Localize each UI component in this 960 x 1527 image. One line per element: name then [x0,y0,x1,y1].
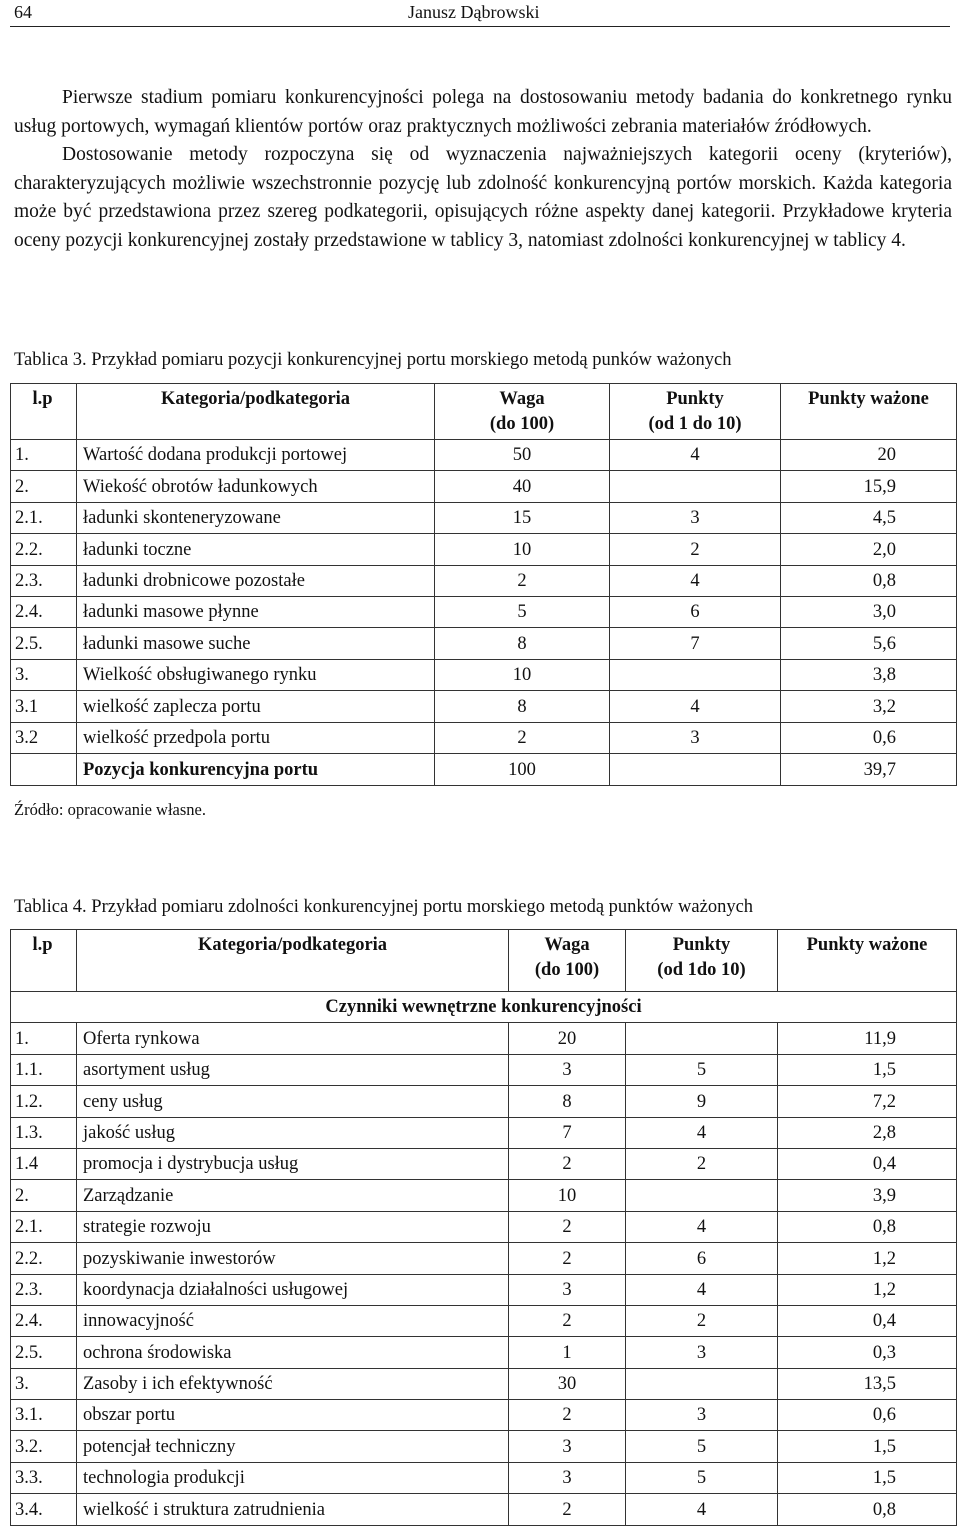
row-lp: 2.2. [11,1243,77,1274]
row-points: 3 [610,722,781,753]
row-category: promocja i dystrybucja usług [77,1148,509,1179]
row-lp: 2. [11,1180,77,1211]
table-row [11,440,957,471]
total-row [11,753,957,785]
row-lp: 2.2. [11,534,77,565]
row-points: 5 [626,1431,778,1462]
table-row [11,1274,957,1305]
row-lp: 3.1. [11,1400,77,1431]
row-points [626,1023,778,1054]
row-points: 4 [610,565,781,596]
row-weight: 2 [435,722,610,753]
table-row [11,628,957,659]
row-lp [11,753,77,785]
table-row [11,565,957,596]
total-points [610,753,781,785]
section-title: Czynniki wewnętrzne konkurencyjności [11,992,957,1023]
row-weighted-points: 20 [781,440,957,471]
row-points: 5 [626,1054,778,1085]
row-points [610,659,781,690]
table-row [11,1400,957,1431]
table-row [11,659,957,690]
row-weighted-points: 3,8 [781,659,957,690]
row-category: potencjał techniczny [77,1431,509,1462]
row-weight: 1 [509,1337,626,1368]
row-weighted-points: 0,8 [778,1494,957,1525]
row-weight: 3 [509,1462,626,1493]
row-weighted-points: 15,9 [781,471,957,502]
row-points [626,1368,778,1399]
row-weight: 2 [509,1494,626,1525]
row-points: 7 [610,628,781,659]
row-weighted-points: 0,8 [781,565,957,596]
row-lp: 2.4. [11,596,77,627]
table-row [11,1462,957,1493]
row-weight: 10 [435,534,610,565]
table-row [11,1211,957,1242]
table4 [10,929,957,1526]
header-category: Kategoria/podkategoria [77,930,509,992]
row-lp: 1.2. [11,1086,77,1117]
row-weighted-points: 0,3 [778,1337,957,1368]
row-weighted-points: 5,6 [781,628,957,659]
row-points: 5 [626,1462,778,1493]
row-category: Wartość dodana produkcji portowej [77,440,435,471]
row-weighted-points: 0,6 [781,722,957,753]
row-weighted-points: 13,5 [778,1368,957,1399]
row-weighted-points: 0,8 [778,1211,957,1242]
row-category: Zarządzanie [77,1180,509,1211]
row-lp: 2. [11,471,77,502]
row-weighted-points: 4,5 [781,502,957,533]
row-weight: 40 [435,471,610,502]
row-category: ładunki toczne [77,534,435,565]
row-weight: 2 [509,1243,626,1274]
row-weight: 10 [509,1180,626,1211]
row-weighted-points: 3,2 [781,691,957,722]
header-weight: Waga (do 100) [509,930,626,992]
row-weight: 2 [509,1400,626,1431]
row-points: 3 [610,502,781,533]
row-points [626,1180,778,1211]
row-weighted-points: 2,0 [781,534,957,565]
row-weight: 8 [435,691,610,722]
table-row [11,1305,957,1336]
page-number: 64 [14,2,32,22]
row-points: 6 [626,1243,778,1274]
row-lp: 3.1 [11,691,77,722]
table-row [11,1337,957,1368]
row-weight: 3 [509,1274,626,1305]
row-weighted-points: 1,5 [778,1431,957,1462]
row-weight: 8 [509,1086,626,1117]
row-category: asortyment usług [77,1054,509,1085]
row-weighted-points: 1,5 [778,1462,957,1493]
table4-caption: Tablica 4. Przykład pomiaru zdolności konkurencyjnej portu morskiego metodą punktów ważonych [14,897,754,917]
header-category: Kategoria/podkategoria [77,384,435,440]
row-lp: 2.5. [11,1337,77,1368]
row-weight: 15 [435,502,610,533]
row-category: ładunki drobnicowe pozostałe [77,565,435,596]
row-category: wielkość i struktura zatrudnienia [77,1494,509,1525]
row-weighted-points: 1,2 [778,1243,957,1274]
row-category: ochrona środowiska [77,1337,509,1368]
row-weight: 8 [435,628,610,659]
row-weighted-points: 2,8 [778,1117,957,1148]
row-category: wielkość zaplecza portu [77,691,435,722]
row-category: koordynacja działalności usługowej [77,1274,509,1305]
section-row [11,992,957,1023]
row-lp: 1.4 [11,1148,77,1179]
row-weighted-points: 1,2 [778,1274,957,1305]
row-lp: 3.2 [11,722,77,753]
row-weight: 2 [509,1211,626,1242]
row-points: 2 [626,1305,778,1336]
row-weight: 5 [435,596,610,627]
row-category: innowacyjność [77,1305,509,1336]
row-points: 4 [626,1117,778,1148]
row-weighted-points: 7,2 [778,1086,957,1117]
table-row [11,1054,957,1085]
row-weight: 2 [509,1148,626,1179]
row-category: technologia produkcji [77,1462,509,1493]
row-points: 6 [610,596,781,627]
row-lp: 3. [11,1368,77,1399]
table3-source: Źródło: opracowanie własne. [14,800,206,819]
row-category: Wielkość obsługiwanego rynku [77,659,435,690]
table-row [11,1023,957,1054]
paragraph: Pierwsze stadium pomiaru konkurencyjności polega na dostosowaniu metody badania do konkretnego rynku usług portowych, wymagań klientów portów oraz praktycznych możliwości zebrania materiałów źródłowych. [14,87,952,137]
total-label: Pozycja konkurencyjna portu [77,753,435,785]
row-category: ceny usług [77,1086,509,1117]
row-weight: 3 [509,1431,626,1462]
table-row [11,596,957,627]
header-points: Punkty (od 1 do 10) [610,384,781,440]
header-weighted-points: Punkty ważone [778,930,957,992]
row-lp: 2.4. [11,1305,77,1336]
row-points: 3 [626,1337,778,1368]
row-weighted-points: 3,9 [778,1180,957,1211]
row-lp: 1. [11,1023,77,1054]
row-lp: 1. [11,440,77,471]
table3 [10,383,957,786]
header-rule [10,26,950,27]
row-category: strategie rozwoju [77,1211,509,1242]
table-row [11,1117,957,1148]
header-weighted-points: Punkty ważone [781,384,957,440]
row-category: ładunki skonteneryzowane [77,502,435,533]
row-weighted-points: 11,9 [778,1023,957,1054]
row-lp: 2.1. [11,502,77,533]
row-points: 4 [626,1211,778,1242]
row-lp: 2.1. [11,1211,77,1242]
row-lp: 2.5. [11,628,77,659]
table-row [11,1368,957,1399]
table-row [11,1431,957,1462]
table3-caption: Tablica 3. Przykład pomiaru pozycji konkurencyjnej portu morskiego metodą punków ważonych [14,350,732,370]
table-row [11,1243,957,1274]
row-category: Oferta rynkowa [77,1023,509,1054]
table4-header-row [11,930,957,992]
row-points: 4 [610,691,781,722]
row-lp: 3.3. [11,1462,77,1493]
row-lp: 2.3. [11,1274,77,1305]
row-weighted-points: 0,4 [778,1305,957,1336]
row-points: 2 [626,1148,778,1179]
row-category: wielkość przedpola portu [77,722,435,753]
body-text [14,84,952,255]
row-points: 4 [626,1274,778,1305]
table-row [11,534,957,565]
row-weight: 20 [509,1023,626,1054]
row-weight: 7 [509,1117,626,1148]
row-category: pozyskiwanie inwestorów [77,1243,509,1274]
header-points: Punkty (od 1do 10) [626,930,778,992]
paragraph: Dostosowanie metody rozpoczyna się od wyznaczenia najważniejszych kategorii oceny (kryteriów), charakteryzujących możliwie wszechstronnie pozycję lub zdolność konkurencyjną portów morskich. Każda kategoria może być przedstawiona przez szereg podkategorii, opisujących różne aspekty danej kategorii. Przykładowe kryteria oceny pozycji konkurencyjnej zostały przedstawione w tablicy 3, natomiast zdolności konkurencyjnej w tablicy 4. [14,144,952,251]
row-points: 4 [626,1494,778,1525]
row-lp: 3. [11,659,77,690]
header-lp: l.p [11,384,77,440]
row-lp: 3.4. [11,1494,77,1525]
table-row [11,502,957,533]
row-lp: 1.1. [11,1054,77,1085]
table-row [11,1180,957,1211]
row-weight: 3 [509,1054,626,1085]
row-lp: 2.3. [11,565,77,596]
table-row [11,1494,957,1525]
table-row [11,1086,957,1117]
header-weight: Waga (do 100) [435,384,610,440]
row-points: 4 [610,440,781,471]
row-points: 2 [610,534,781,565]
row-weighted-points: 0,6 [778,1400,957,1431]
row-weight: 50 [435,440,610,471]
total-weighted-points: 39,7 [781,753,957,785]
row-category: jakość usług [77,1117,509,1148]
table-row [11,1148,957,1179]
running-head-author: Janusz Dąbrowski [408,2,540,22]
row-weighted-points: 1,5 [778,1054,957,1085]
row-weighted-points: 0,4 [778,1148,957,1179]
row-category: Zasoby i ich efektywność [77,1368,509,1399]
row-weight: 2 [435,565,610,596]
row-points: 9 [626,1086,778,1117]
row-category: obszar portu [77,1400,509,1431]
row-points: 3 [626,1400,778,1431]
table-row [11,471,957,502]
running-header [0,0,960,24]
row-category: ładunki masowe płynne [77,596,435,627]
row-weight: 10 [435,659,610,690]
row-category: ładunki masowe suche [77,628,435,659]
table-row [11,722,957,753]
total-weight: 100 [435,753,610,785]
row-weighted-points: 3,0 [781,596,957,627]
row-weight: 30 [509,1368,626,1399]
table-row [11,691,957,722]
row-points [610,471,781,502]
row-category: Wiekość obrotów ładunkowych [77,471,435,502]
row-weight: 2 [509,1305,626,1336]
row-lp: 3.2. [11,1431,77,1462]
header-lp: l.p [11,930,77,992]
row-lp: 1.3. [11,1117,77,1148]
table3-header-row [11,384,957,440]
